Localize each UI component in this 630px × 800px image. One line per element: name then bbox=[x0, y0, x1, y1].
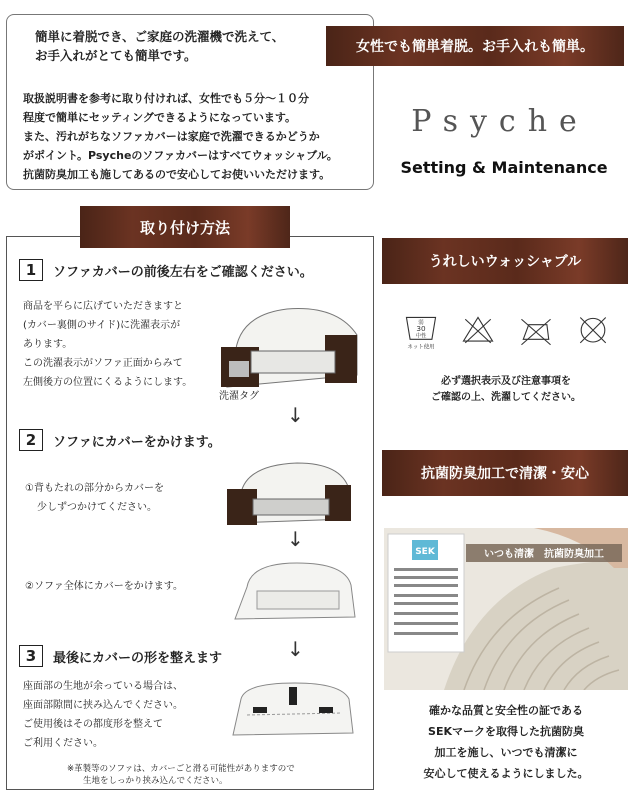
down-arrow-icon: ↓ bbox=[287, 527, 304, 551]
step-title: 最後にカバーの形を整えます bbox=[53, 651, 223, 666]
step-title: ソファにカバーをかけます。 bbox=[53, 435, 221, 450]
intro-head-line: お手入れがとても簡単です。 bbox=[35, 48, 197, 63]
sofa-illustration-back-cover bbox=[217, 459, 367, 527]
fabric-texture-image bbox=[384, 528, 628, 690]
antibac-line: SEKマークを取得した抗菌防臭 bbox=[428, 725, 584, 738]
care-note-line: 必ず選択表示及び注意事項を bbox=[441, 376, 571, 387]
intro-body-line: 程度で簡単にセッティングできるようになっています。 bbox=[23, 111, 297, 124]
intro-box bbox=[6, 14, 374, 190]
sofa-illustration-full-cover bbox=[227, 557, 367, 623]
sofa-illustration-tagged bbox=[207, 295, 367, 395]
intro-headline bbox=[35, 27, 284, 65]
step-desc-line: 座面部の生地が余っている場合は、 bbox=[23, 681, 183, 692]
install-title: 取り付け方法 bbox=[80, 206, 290, 248]
footnote-line: 生地をしっかり挟み込んでください。 bbox=[83, 776, 228, 786]
step-desc-line: あります。 bbox=[23, 339, 73, 350]
step-description bbox=[23, 297, 192, 392]
care-note bbox=[386, 374, 626, 406]
step-title: ソファカバーの前後左右をご確認ください。 bbox=[53, 265, 313, 280]
wash-tag-label: 洗濯タグ bbox=[219, 391, 259, 402]
wash-caption: ネット使用 bbox=[407, 344, 435, 351]
step-desc-line: (カバー裏側のサイド)に洗濯表示が bbox=[23, 320, 181, 331]
care-symbols bbox=[402, 312, 612, 360]
antibac-line: 確かな品質と安全性の証である bbox=[429, 704, 583, 717]
step-desc-line: 少しずつかけてください。 bbox=[37, 502, 157, 513]
washable-title: うれしいウォッシャブル bbox=[382, 238, 628, 284]
step-number: 2 bbox=[19, 429, 43, 451]
antibac-line: 安心して使えるようにしました。 bbox=[423, 767, 589, 780]
page-subtitle: Setting & Maintenance bbox=[400, 158, 608, 177]
intro-body bbox=[23, 89, 338, 184]
top-banner: 女性でも簡単着脱。お手入れも簡単。 bbox=[326, 26, 624, 66]
step-desc-line: 左側後方の位置にくるようにします。 bbox=[23, 377, 193, 388]
care-note-line: ご確認の上、洗濯してください。 bbox=[431, 392, 581, 403]
down-arrow-icon: ↓ bbox=[287, 637, 304, 661]
antibac-line: 加工を施し、いつでも清潔に bbox=[434, 746, 578, 759]
step-desc-line: 商品を平らに広げていただきますと bbox=[23, 301, 183, 312]
sek-mark: SEK bbox=[415, 547, 435, 557]
no-dry-clean-icon bbox=[574, 312, 612, 352]
intro-body-line: 取扱説明書を参考に取り付ければ、女性でも５分〜１０分 bbox=[23, 92, 309, 105]
step-desc-line: ご使用後はその都度形を整えて bbox=[23, 719, 163, 730]
intro-body-line: 抗菌防臭加工も施してあるので安心してお使いいただけます。 bbox=[23, 168, 331, 181]
step-description bbox=[25, 479, 164, 517]
intro-head-line: 簡単に着脱でき、ご家庭の洗濯機で洗えて、 bbox=[35, 29, 285, 44]
intro-body-line: がポイント。Psycheのソファカバーはすべてウォッシャブル。 bbox=[23, 149, 338, 162]
no-bleach-icon bbox=[459, 312, 497, 352]
brand-logo: Psyche bbox=[411, 104, 589, 139]
footnote-line: ※革製等のソファは、カバーごと滑る可能性がありますので bbox=[67, 764, 295, 774]
step-description: ②ソファ全体にカバーをかけます。 bbox=[25, 581, 183, 592]
footnote bbox=[67, 763, 367, 787]
step-number: 3 bbox=[19, 645, 43, 667]
antibac-description bbox=[386, 700, 626, 784]
install-steps-box bbox=[6, 236, 374, 790]
wash-label-top: 弱 bbox=[418, 319, 424, 326]
step-desc-line: 座面部隙間に挟み込んでください。 bbox=[23, 700, 183, 711]
step-desc-line: この洗濯表示がソファ正面からみて bbox=[23, 358, 183, 369]
antibac-title: 抗菌防臭加工で清潔・安心 bbox=[382, 450, 628, 496]
step-number: 1 bbox=[19, 259, 43, 281]
sofa-illustration-tuck bbox=[223, 677, 368, 743]
intro-body-line: また、汚れがちなソファカバーは家庭で洗濯できるかどうか bbox=[23, 130, 320, 143]
step-description bbox=[23, 677, 183, 753]
fabric-photo bbox=[384, 528, 628, 690]
no-iron-icon bbox=[517, 312, 555, 352]
step-desc-line: ご利用ください。 bbox=[23, 738, 103, 749]
photo-caption: いつも清潔 抗菌防臭加工 bbox=[484, 549, 604, 560]
wash-30-icon bbox=[402, 312, 440, 352]
wash-label-bottom: 中性 bbox=[415, 333, 427, 340]
wash-temperature: 30 bbox=[416, 324, 426, 334]
step-desc-line: ①背もたれの部分からカバーを bbox=[25, 483, 164, 494]
down-arrow-icon: ↓ bbox=[287, 403, 304, 427]
